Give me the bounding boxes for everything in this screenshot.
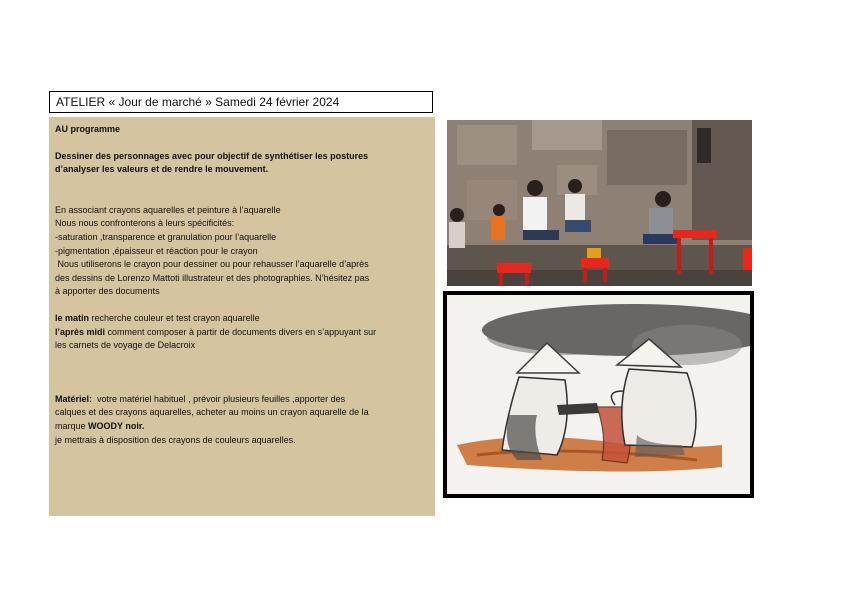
program-panel	[49, 117, 435, 516]
street-cafe-photo	[447, 120, 752, 286]
materials-line-1	[55, 393, 429, 407]
brand-name: WOODY noir.	[88, 420, 145, 431]
technique-line: Nous nous confronterons à leurs spécificités:	[55, 218, 235, 229]
page-title: ATELIER « Jour de marché » Samedi 24 février 2024	[49, 91, 433, 113]
intro-line-2: d’analyser les valeurs et de rendre le mouvement.	[55, 164, 269, 175]
materials-label: Matériel:	[55, 393, 93, 404]
technique-line: En associant crayons aquarelles et peinture à l’aquarelle	[55, 204, 281, 215]
morning-text: recherche couleur et test crayon aquarelle	[89, 312, 260, 323]
schedule-morning	[55, 312, 429, 326]
technique-line: des dessins de Lorenzo Mattoti illustrateur et des photographies. N’hésitez pas	[55, 272, 370, 283]
morning-label: le matin	[55, 312, 90, 323]
materials-line-3	[55, 420, 429, 434]
materials-line-4: je mettrais à disposition des crayons de couleurs aquarelles.	[55, 434, 296, 445]
schedule-afternoon	[55, 326, 429, 340]
intro-line-1: Dessiner des personnages avec pour objectif de synthétiser les postures	[55, 150, 369, 161]
technique-line: Nous utiliserons le crayon pour dessiner ou pour rehausser l’aquarelle d’après	[55, 259, 369, 270]
materials-prefix: marque	[55, 420, 89, 431]
technique-line: -pigmentation ,épaisseur et réaction pour le crayon	[55, 245, 258, 256]
materials-text: votre matériel habituel , prévoir plusieurs feuilles ,apporter des	[92, 393, 346, 404]
watercolor-painting	[443, 291, 754, 498]
program-heading: AU programme	[55, 124, 121, 134]
materials-line-2: calques et des crayons aquarelles, acheter au moins un crayon aquarelle de la	[55, 407, 369, 418]
technique-line: à apporter des documents	[55, 286, 160, 297]
technique-line: -saturation ,transparence et granulation pour l’aquarelle	[55, 231, 277, 242]
afternoon-cont: les carnets de voyage de Delacroix	[55, 340, 196, 351]
afternoon-label: l’après midi	[55, 326, 106, 337]
afternoon-text: comment composer à partir de documents divers en s’appuyant sur	[105, 326, 377, 337]
